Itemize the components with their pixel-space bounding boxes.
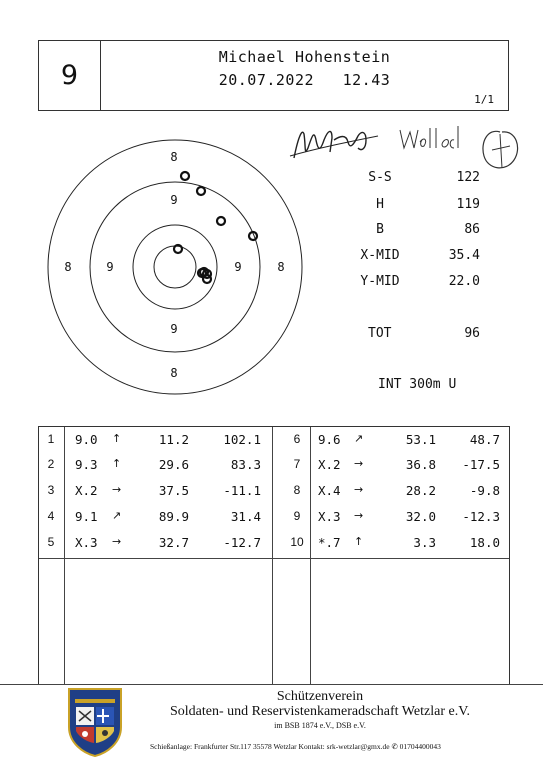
stat-row: [350, 222, 490, 240]
direction-arrow-icon: ↑: [354, 535, 364, 548]
ring-label-top-8: 8: [170, 150, 178, 164]
header-box: [38, 40, 509, 111]
total-value: 96: [464, 326, 480, 341]
shot-x: 89.9: [158, 509, 189, 524]
direction-arrow-icon: ↑: [112, 432, 122, 445]
ring-label-right-8: 8: [277, 260, 285, 274]
target-diagram: [40, 133, 312, 403]
time: 12.43: [342, 71, 391, 89]
shot-number: 9: [293, 509, 301, 523]
shot-score: 9.1: [75, 509, 98, 524]
shot-x: 53.1: [405, 432, 436, 447]
target-number: 9: [39, 41, 101, 110]
stat-row: [350, 248, 490, 266]
shot-number: 7: [293, 457, 301, 471]
shots-table: [38, 426, 510, 684]
shot-x: 3.3: [413, 535, 436, 550]
stat-label: Y-MID: [360, 274, 400, 289]
table-row: [39, 483, 272, 505]
shot-x: 36.8: [405, 457, 436, 472]
date: 20.07.2022: [218, 71, 315, 89]
shot-score: X.2: [318, 457, 341, 472]
shot-x: 29.6: [158, 457, 189, 472]
shot-mark-3: [217, 217, 225, 225]
shot-y: -12.3: [462, 509, 500, 524]
table-row: [272, 432, 511, 454]
direction-arrow-icon: →: [354, 483, 364, 496]
total-label: TOT: [368, 326, 392, 341]
shot-score: *.7: [318, 535, 341, 550]
table-row: [272, 483, 511, 505]
date-time: [101, 71, 508, 89]
direction-arrow-icon: →: [354, 457, 364, 470]
stat-row: [350, 197, 490, 215]
stat-row: [350, 274, 490, 292]
table-row: [39, 535, 272, 557]
shot-score: X.4: [318, 483, 341, 498]
shot-x: 37.5: [158, 483, 189, 498]
table-row: [272, 509, 511, 531]
shot-score: X.3: [318, 509, 341, 524]
shot-score: 9.3: [75, 457, 98, 472]
direction-arrow-icon: →: [354, 509, 364, 522]
club-address-contact: Schießanlage: Frankfurter Str.117 35578 Wetzlar Kontakt: srk-wetzlar@gmx.de ✆ 01704400043: [150, 742, 441, 751]
table-row: [39, 457, 272, 479]
shot-number: 1: [47, 432, 55, 446]
stat-value: 122: [456, 170, 480, 185]
stat-label: X-MID: [360, 248, 400, 263]
stat-label: S-S: [368, 170, 392, 185]
table-row: [39, 432, 272, 454]
shot-x: 28.2: [405, 483, 436, 498]
table-row: [272, 535, 511, 557]
ring-label-left-9: 9: [106, 260, 114, 274]
stat-label: H: [376, 197, 384, 212]
stat-value: 35.4: [448, 248, 480, 263]
ring-label-bottom-8: 8: [170, 366, 178, 380]
stat-value: 119: [456, 197, 480, 212]
stat-row: [350, 170, 490, 188]
direction-arrow-icon: ↗: [112, 509, 122, 522]
page-indicator: 1/1: [474, 93, 494, 106]
shot-y: -12.7: [223, 535, 261, 550]
ring-label-left-8: 8: [64, 260, 72, 274]
club-name-line1: Schützenverein: [276, 689, 364, 704]
shot-y: 83.3: [230, 457, 261, 472]
stat-value: 86: [464, 222, 480, 237]
shot-mark-2: [197, 187, 205, 195]
shot-score: 9.6: [318, 432, 341, 447]
footer-divider: [0, 684, 543, 685]
shot-number: 2: [47, 457, 55, 471]
shot-y: -9.8: [469, 483, 500, 498]
club-affiliation: im BSB 1874 e.V., DSB e.V.: [274, 721, 366, 730]
shot-y: 102.1: [223, 432, 261, 447]
ring-label-top-9: 9: [170, 193, 178, 207]
shot-number: 3: [47, 483, 55, 497]
shot-score: 9.0: [75, 432, 98, 447]
shot-x: 11.2: [158, 432, 189, 447]
direction-arrow-icon: →: [112, 483, 122, 496]
shot-y: 31.4: [230, 509, 261, 524]
direction-arrow-icon: →: [112, 535, 122, 548]
shot-y: 48.7: [469, 432, 500, 447]
shot-score: X.3: [75, 535, 98, 550]
shot-number: 4: [47, 509, 55, 523]
ring-label-right-9: 9: [234, 260, 242, 274]
ring-outer: [48, 140, 302, 394]
row-divider: [39, 558, 509, 559]
shot-y: -11.1: [223, 483, 261, 498]
shot-number: 10: [290, 535, 304, 549]
shot-y: -17.5: [462, 457, 500, 472]
club-crest-logo: [67, 687, 123, 757]
direction-arrow-icon: ↑: [112, 457, 122, 470]
shot-number: 6: [293, 432, 301, 446]
shot-x: 32.7: [158, 535, 189, 550]
table-row: [272, 457, 511, 479]
shooter-name: Michael Hohenstein: [218, 48, 391, 66]
range-info: INT 300m U: [378, 377, 457, 392]
shot-mark-1: [181, 172, 189, 180]
shot-number: 8: [293, 483, 301, 497]
shot-y: 18.0: [469, 535, 500, 550]
ring-label-bottom-9: 9: [170, 322, 178, 336]
shot-score: X.2: [75, 483, 98, 498]
table-row: [39, 509, 272, 531]
stat-label: B: [376, 222, 384, 237]
club-name-line2: Soldaten- und Reservistenkameradschaft Wetzlar e.V.: [169, 704, 471, 719]
shot-x: 32.0: [405, 509, 436, 524]
shot-number: 5: [47, 535, 55, 549]
total-score: [350, 326, 490, 344]
direction-arrow-icon: ↗: [354, 432, 364, 445]
stat-value: 22.0: [448, 274, 480, 289]
